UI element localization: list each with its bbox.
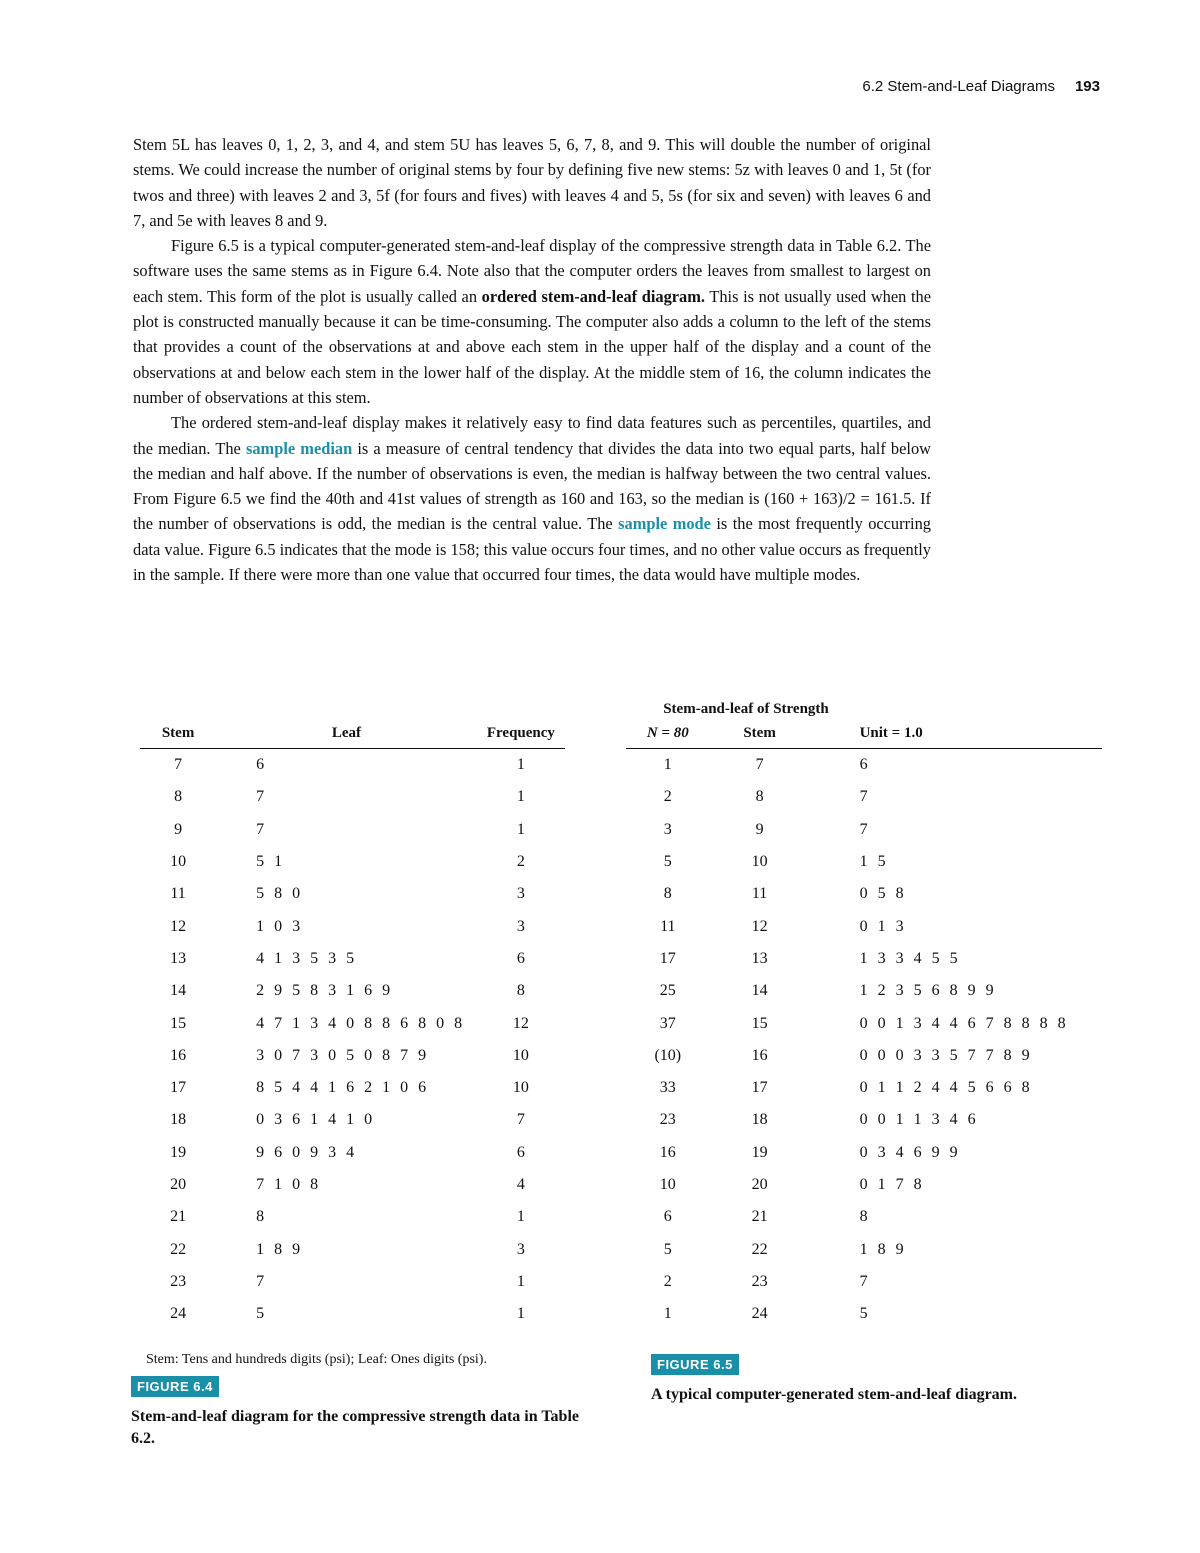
count-cell: 2 (663, 788, 672, 806)
frequency-cell: 1 (516, 1208, 525, 1226)
table-row (140, 1137, 565, 1169)
frequency-cell: 3 (516, 885, 525, 903)
leaf-cell: 5 (256, 1305, 268, 1323)
leaf-cell: 1 2 3 5 6 8 9 9 (859, 982, 997, 1000)
count-cell: 1 (663, 756, 672, 774)
paragraph-3 (133, 410, 931, 587)
table-row (140, 1233, 565, 1265)
stem-cell: 13 (170, 949, 187, 967)
leaf-cell: 0 3 4 6 9 9 (859, 1143, 961, 1161)
table-row (626, 846, 1102, 878)
leaf-cell: 8 5 4 4 1 6 2 1 0 6 (256, 1079, 430, 1097)
table-row (626, 1233, 1102, 1265)
header-stem: Stem (710, 725, 810, 749)
table-row (626, 749, 1102, 782)
leaf-cell: 5 8 0 (256, 885, 304, 903)
frequency-cell: 12 (512, 1014, 529, 1032)
leaf-cell: 8 (256, 1208, 268, 1226)
stem-cell: 21 (170, 1208, 187, 1226)
table-row (626, 1104, 1102, 1136)
count-cell: 16 (659, 1143, 676, 1161)
table-row (140, 878, 565, 910)
count-cell: 2 (663, 1272, 672, 1290)
table-row (626, 1201, 1102, 1233)
table-row (140, 814, 565, 846)
header-frequency: Frequency (477, 725, 565, 749)
leaf-cell: 0 0 0 3 3 5 7 7 8 9 (859, 1046, 1033, 1064)
frequency-cell: 6 (516, 1143, 525, 1161)
stem-cell: 15 (751, 1014, 768, 1032)
stem-cell: 18 (751, 1111, 768, 1129)
leaf-cell: 1 8 9 (859, 1240, 907, 1258)
frequency-cell: 3 (516, 917, 525, 935)
leaf-cell: 0 3 6 1 4 1 0 (256, 1111, 376, 1129)
leaf-cell: 4 1 3 5 3 5 (256, 949, 358, 967)
table-row (626, 1137, 1102, 1169)
table-row (626, 878, 1102, 910)
leaf-cell: 6 (859, 756, 871, 774)
frequency-cell: 3 (516, 1240, 525, 1258)
stem-cell: 19 (751, 1143, 768, 1161)
table-row (626, 1266, 1102, 1298)
paragraph-2-part-a: Figure 6.5 is a typical computer-generated stem-and-leaf display of the compressive strength data in Table 6.2. The software uses the same stems as in Figure 6.4. Note also that the computer orders the leaves from smallest to largest on each stem. This form of the plot is usually called an (133, 236, 931, 306)
table-row (140, 1201, 565, 1233)
table-row (140, 1072, 565, 1104)
stem-cell: 16 (170, 1046, 187, 1064)
leaf-cell: 7 1 0 8 (256, 1176, 322, 1193)
leaf-cell: 1 3 3 4 5 5 (859, 949, 961, 967)
stem-cell: 8 (174, 788, 183, 806)
frequency-cell: 10 (512, 1046, 529, 1064)
table-row (140, 1007, 565, 1039)
leaf-cell: 3 0 7 3 0 5 0 8 7 9 (256, 1046, 430, 1064)
table-row (626, 1040, 1102, 1072)
table-header-row (626, 725, 1102, 749)
stem-cell: 19 (170, 1143, 187, 1161)
stem-cell: 20 (751, 1176, 768, 1193)
leaf-cell: 0 1 7 8 (859, 1176, 925, 1193)
leaf-cell: 7 (859, 820, 871, 838)
paragraph-1: Stem 5L has leaves 0, 1, 2, 3, and 4, and stem 5U has leaves 5, 6, 7, 8, and 9. This will double the number of original stems. We could increase the number of original stems by four by defining five new stems: 5z with leaves 0 and 1, 5t (for twos and three) with leaves 2 and 3, 5f (for fours and fives) with leaves 4 and 5, 5s (for six and seven) with leaves 6 and 7, and 5e with leaves 8 and 9. (133, 135, 931, 230)
table-row (140, 781, 565, 813)
figure-6-5-label: FIGURE 6.5 (651, 1354, 739, 1375)
table-row (140, 1266, 565, 1298)
page-number: 193 (1074, 78, 1100, 95)
stem-cell: 13 (751, 949, 768, 967)
count-cell: 5 (663, 853, 672, 871)
table-row (140, 1298, 565, 1330)
header-n: N = 80 (626, 725, 710, 749)
stem-cell: 22 (751, 1240, 768, 1258)
table-row (140, 943, 565, 975)
stem-cell: 7 (755, 756, 764, 774)
stem-cell: 22 (170, 1240, 187, 1258)
leaf-cell: 5 (859, 1305, 871, 1323)
leaf-cell: 2 9 5 8 3 1 6 9 (256, 982, 394, 1000)
stem-cell: 12 (170, 917, 187, 935)
frequency-cell: 1 (516, 1272, 525, 1290)
section-title: 6.2 Stem-and-Leaf Diagrams (862, 78, 1055, 95)
leaf-cell: 7 (859, 788, 871, 806)
count-cell: 3 (663, 820, 672, 838)
frequency-cell: 1 (516, 756, 525, 774)
frequency-cell: 10 (512, 1079, 529, 1097)
figure-6-5-title: Stem-and-leaf of Strength (663, 701, 829, 717)
table-row (626, 781, 1102, 813)
table-row (626, 1298, 1102, 1330)
figure-6-5-table (626, 725, 1102, 1330)
table-row (626, 1169, 1102, 1201)
count-cell: 8 (663, 885, 672, 903)
paragraph-3-part-c: is the most frequently occurring data value. Figure 6.5 indicates that the mode is 158; this value occurs four times, and no other value occurs as frequently in the sample. If there were more than one value that occurred four times, the data would have multiple modes. (133, 514, 931, 585)
stem-cell: 17 (170, 1079, 187, 1097)
count-cell: 17 (659, 949, 676, 967)
leaf-cell: 8 (859, 1208, 871, 1226)
stem-cell: 11 (170, 885, 186, 903)
figure-6-4-caption: Stem-and-leaf diagram for the compressive strength data in Table 6.2. (131, 1408, 579, 1447)
header-stem: Stem (140, 725, 216, 749)
frequency-cell: 7 (516, 1111, 525, 1129)
stem-cell: 24 (170, 1305, 187, 1323)
stem-cell: 18 (170, 1111, 187, 1129)
table-row (140, 846, 565, 878)
running-header (862, 78, 1100, 95)
stem-cell: 15 (170, 1014, 187, 1032)
stem-cell: 12 (751, 917, 768, 935)
leaf-cell: 0 0 1 3 4 4 6 7 8 8 8 8 (859, 1014, 1069, 1032)
table-row (626, 814, 1102, 846)
term-ordered-stem-and-leaf: ordered stem-and-leaf diagram. (481, 286, 705, 306)
leaf-cell: 0 0 1 1 3 4 6 (859, 1111, 979, 1129)
table-row (626, 1007, 1102, 1039)
leaf-cell: 7 (859, 1272, 871, 1290)
stem-cell: 11 (751, 885, 768, 903)
leaf-cell: 7 (256, 820, 268, 838)
leaf-cell: 1 0 3 (256, 917, 304, 935)
figure-6-5-caption: A typical computer-generated stem-and-leaf diagram. (651, 1386, 1017, 1403)
count-cell: 33 (659, 1079, 676, 1097)
frequency-cell: 8 (516, 982, 525, 1000)
body-text (133, 132, 931, 587)
count-cell: 25 (659, 982, 676, 1000)
stem-cell: 7 (174, 756, 183, 774)
paragraph-3-part-b: is a measure of central tendency that divides the data into two equal parts, half below the median and half above. If the number of observations is even, the median is halfway between the two central values. From Figure 6.5 we find the 40th and 41st values of strength as 160 and 163, so the median is (160 + 163)/2 = 161.5. If the number of observations is odd, the median is the central value. The (133, 438, 931, 534)
frequency-cell: 6 (516, 949, 525, 967)
stem-cell: 20 (170, 1176, 187, 1193)
stem-cell: 17 (751, 1079, 768, 1097)
frequency-cell: 1 (516, 788, 525, 806)
stem-cell: 14 (751, 982, 768, 1000)
frequency-cell: 2 (516, 853, 525, 871)
count-cell: 6 (663, 1208, 672, 1226)
stem-cell: 21 (751, 1208, 768, 1226)
stem-cell: 23 (170, 1272, 187, 1290)
leaf-cell: 6 (256, 756, 268, 774)
stem-cell: 8 (755, 788, 764, 806)
paragraph-3-part-a: The ordered stem-and-leaf display makes it relatively easy to find data features such as percentiles, quartiles, and the median. The (133, 413, 931, 458)
term-sample-median: sample median (245, 438, 353, 458)
count-cell: 5 (663, 1240, 672, 1258)
leaf-cell: 4 7 1 3 4 0 8 8 6 8 0 8 (256, 1014, 466, 1032)
leaf-cell: 0 1 1 2 4 4 5 6 6 8 (859, 1079, 1033, 1097)
leaf-cell: 7 (256, 1272, 268, 1290)
stem-cell: 16 (751, 1046, 768, 1064)
leaf-cell: 7 (256, 788, 268, 806)
term-sample-mode: sample mode (618, 514, 711, 534)
stem-cell: 10 (170, 853, 187, 871)
stem-cell: 23 (751, 1272, 768, 1290)
count-cell: (10) (654, 1046, 682, 1064)
paragraph-2-part-b: This is not usually used when the plot is constructed manually because it can be time-consuming. The computer also adds a column to the left of the stems that provides a count of the observations at and above each stem in the upper half of the display and a count of the observations at and below each stem in the lower half of the display. At the middle stem of 16, the column indicates the number of observations at this stem. (133, 286, 931, 407)
frequency-cell: 1 (516, 820, 525, 838)
figure-6-4-label: FIGURE 6.4 (131, 1376, 219, 1397)
count-cell: 37 (659, 1014, 676, 1032)
leaf-cell: 1 5 (859, 853, 889, 871)
table-row (140, 910, 565, 942)
table-row (140, 749, 565, 782)
count-cell: 1 (663, 1305, 672, 1323)
leaf-cell: 1 8 9 (256, 1240, 304, 1258)
table-row (626, 943, 1102, 975)
table-row (140, 1040, 565, 1072)
stem-cell: 9 (174, 820, 183, 838)
figure-6-4-table (140, 725, 565, 1330)
leaf-cell: 5 1 (256, 853, 286, 871)
stem-cell: 9 (755, 820, 764, 838)
header-unit: Unit = 1.0 (810, 725, 1102, 749)
count-cell: 23 (659, 1111, 676, 1129)
table-row (140, 975, 565, 1007)
leaf-cell: 0 5 8 (859, 885, 907, 903)
leaf-cell: 0 1 3 (859, 917, 907, 935)
stem-cell: 24 (751, 1305, 768, 1323)
frequency-cell: 1 (516, 1305, 525, 1323)
table-row (626, 1072, 1102, 1104)
table-row (140, 1104, 565, 1136)
stem-cell: 10 (751, 853, 768, 871)
count-cell: 11 (660, 917, 676, 935)
leaf-cell: 9 6 0 9 3 4 (256, 1143, 358, 1161)
table-row (140, 1169, 565, 1201)
paragraph-2 (133, 233, 931, 410)
header-leaf: Leaf (216, 725, 477, 749)
table-row (626, 910, 1102, 942)
stem-cell: 14 (170, 982, 187, 1000)
frequency-cell: 4 (516, 1176, 525, 1193)
figure-6-4-note: Stem: Tens and hundreds digits (psi); Leaf: Ones digits (psi). (146, 1352, 487, 1367)
count-cell: 10 (659, 1176, 676, 1193)
table-row (626, 975, 1102, 1007)
table-header-row (140, 725, 565, 749)
